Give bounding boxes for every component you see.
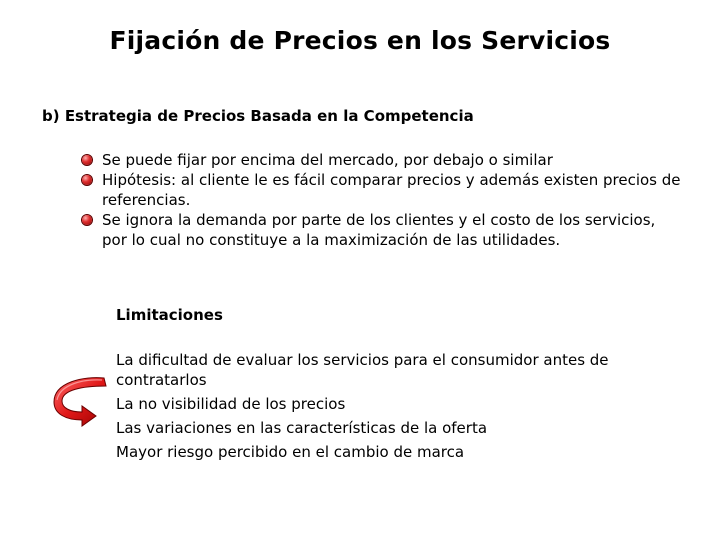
limitation-item: Mayor riesgo percibido en el cambio de marca: [116, 443, 465, 461]
limitations-list: [116, 350, 696, 466]
limitation-item: La no visibilidad de los precios: [116, 395, 346, 413]
red-sphere-bullet-icon: [82, 155, 92, 165]
red-sphere-bullet-icon: [82, 175, 92, 185]
bullet-text: Se ignora la demanda por parte de los clientes y el costo de los servicios, por lo cual no constituye a la maximización de las utilidades.: [102, 211, 656, 249]
red-sphere-bullet-icon: [82, 215, 92, 225]
bullet-item: [82, 150, 682, 170]
section-subtitle: b) Estrategia de Precios Basada en la Competencia: [42, 107, 474, 125]
bullet-list: [82, 150, 682, 250]
slide-title: Fijación de Precios en los Servicios: [109, 26, 611, 55]
curved-red-arrow-icon: [48, 374, 110, 432]
limitations-heading: Limitaciones: [116, 306, 223, 324]
bullet-item: [82, 170, 682, 210]
limitation-item: La dificultad de evaluar los servicios para el consumidor antes de contratarlos: [116, 351, 609, 389]
bullet-text: Hipótesis: al cliente le es fácil comparar precios y además existen precios de referencias.: [102, 171, 681, 209]
limitation-item: Las variaciones en las características de la oferta: [116, 419, 488, 437]
bullet-text: Se puede fijar por encima del mercado, por debajo o similar: [102, 151, 553, 169]
bullet-item: [82, 210, 682, 250]
